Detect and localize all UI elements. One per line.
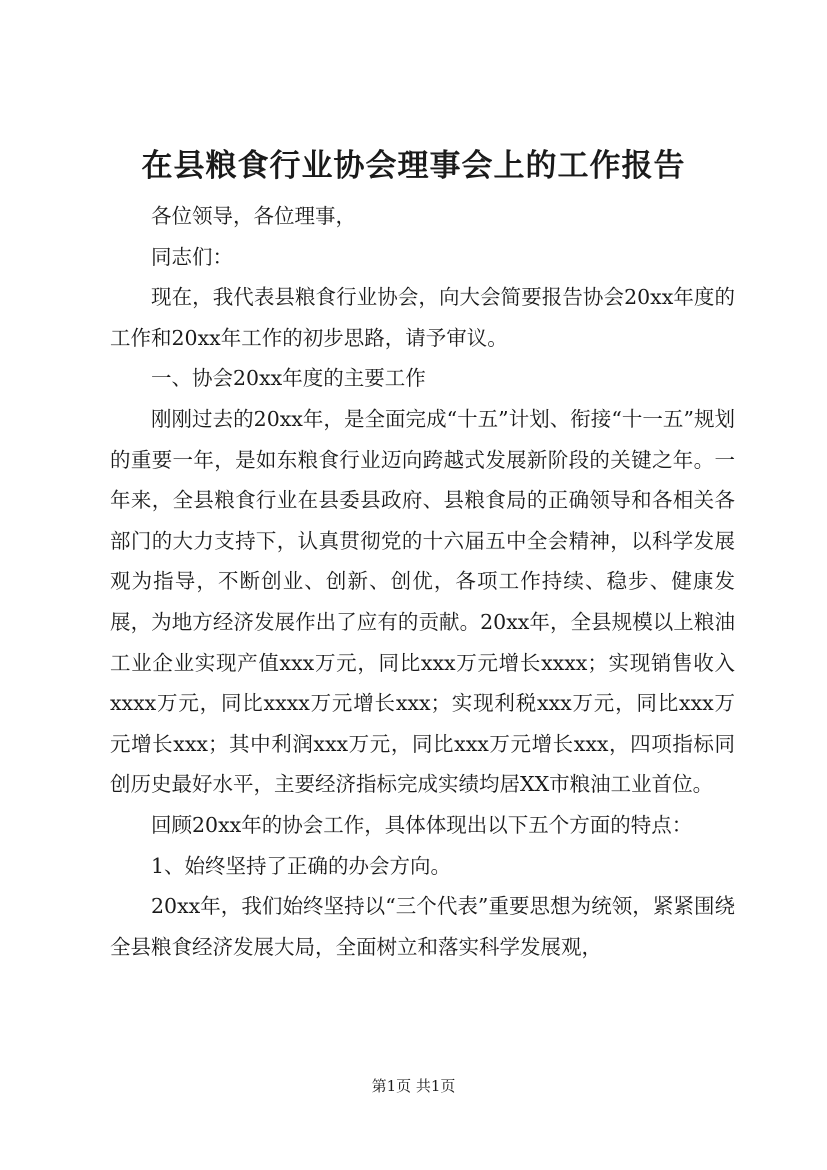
intro-paragraph: 现在，我代表县粮食行业协会，向大会简要报告协会20xx年度的工作和20xx年工作的初步思路，请予审议。 (110, 285, 735, 350)
section-heading-1: 一、协会20xx年度的主要工作 (151, 366, 426, 391)
features-intro-paragraph: 回顾20xx年的协会工作，具体体现出以下五个方面的特点： (151, 812, 693, 837)
document-body (110, 196, 735, 967)
direction-paragraph: 20xx年，我们始终坚持以“三个代表”重要思想为统领，紧紧围绕全县粮食经济发展大局，全面树立和落实科学发展观， (110, 894, 735, 959)
page-footer: 第1页 共1页 (371, 1077, 456, 1095)
salutation-comrades: 同志们： (151, 244, 233, 269)
salutation-leaders: 各位领导，各位理事， (151, 204, 356, 228)
review-paragraph: 刚刚过去的20xx年，是全面完成“十五”计划、衔接“十一五”规划的重要一年，是如东粮食行业迈向跨越式发展新阶段的关键之年。一年来，全县粮食行业在县委县政府、县粮食局的正确领导和各相关各部门的大力支持下，认真贯彻党的十六届五中全会精神，以科学发展观为指导，不断创业、创新、创优，各项工作持续、稳步、健康发展，为地方经济发展作出了应有的贡献。20xx年，全县规模以上粮油工业企业实现产值xxx万元，同比xxx万元增长xxxx；实现销售收入xxxx万元，同比xxxx万元增长xxx；实现利税xxx万元，同比xxx万元增长xxx；其中利润xxx万元，同比xxx万元增长xxx，四项指标同创历史最好水平，主要经济指标完成实绩均居XX市粮油工业首位。 (110, 406, 735, 797)
subheading-1: 1、始终坚持了正确的办会方向。 (151, 853, 452, 878)
document-title: 在县粮食行业协会理事会上的工作报告 (141, 148, 686, 184)
